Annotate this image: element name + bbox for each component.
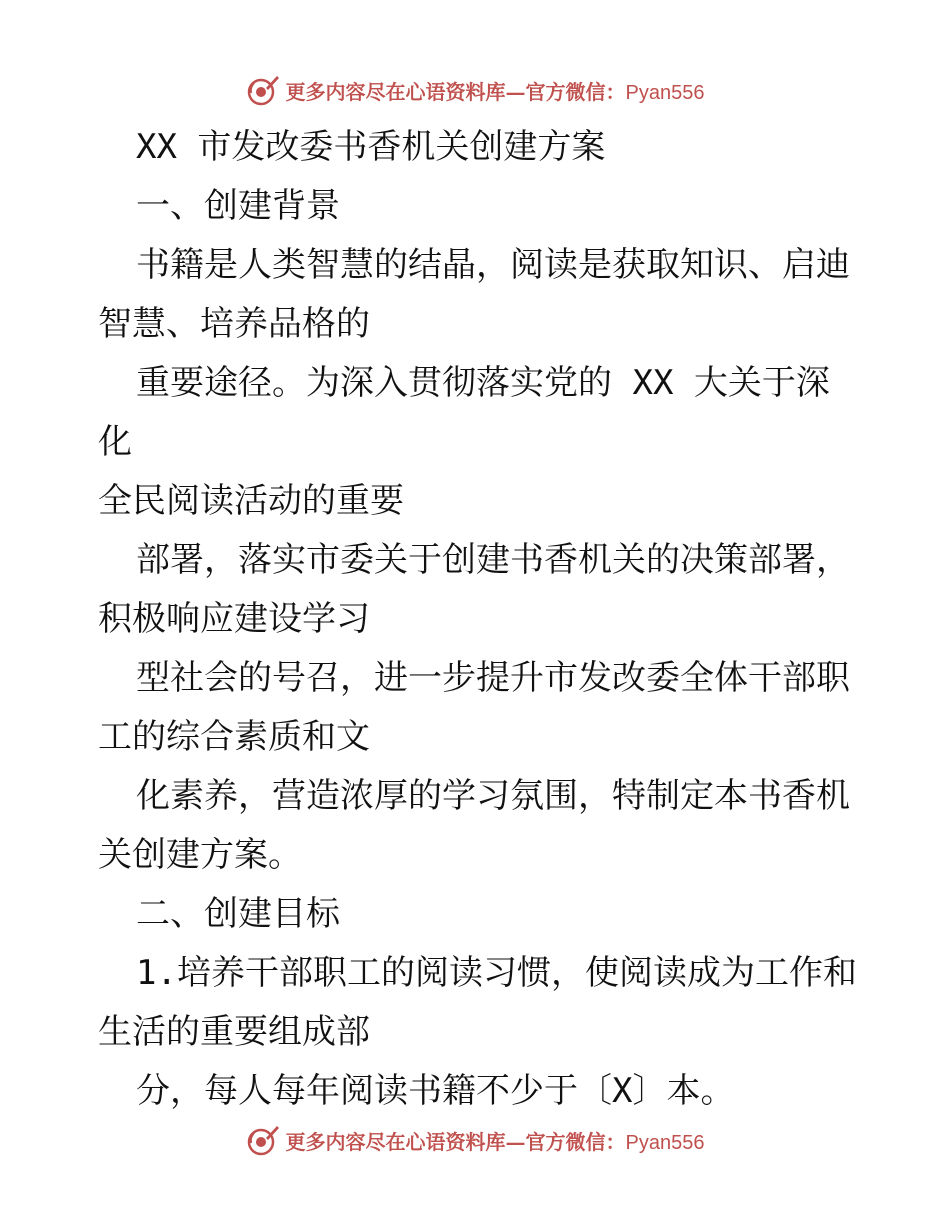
text-line: 积极响应建设学习 <box>98 599 370 639</box>
text-line: 化素养，营造浓厚的学习氛围，特制定本书香机 <box>136 776 850 816</box>
text-line: 书籍是人类智慧的结晶，阅读是获取知识、启迪 <box>136 245 850 285</box>
text-line: XX 市发改委书香机关创建方案 <box>136 127 606 167</box>
watermark-text: 更多内容尽在心语资料库—官方微信：Pyan556 <box>285 79 705 104</box>
watermark-handle: Pyan556 <box>625 1131 705 1154</box>
pen-logo-icon <box>246 1123 280 1157</box>
text-line: 工的综合素质和文 <box>98 717 370 757</box>
pen-logo-icon <box>246 73 280 107</box>
text-line: 部署，落实市委关于创建书香机关的决策部署， <box>136 540 850 580</box>
text-line: 分，每人每年阅读书籍不少于〔X〕本。 <box>136 1071 735 1111</box>
text-line: 1.培养干部职工的阅读习惯，使阅读成为工作和 <box>136 953 857 993</box>
text-line: 关创建方案。 <box>98 835 302 875</box>
text-line: 型社会的号召，进一步提升市发改委全体干部职 <box>136 658 850 698</box>
document-body <box>98 118 858 1121</box>
header-watermark <box>0 70 950 110</box>
watermark-handle: Pyan556 <box>625 81 705 104</box>
text-line: 智慧、培养品格的 <box>98 304 370 344</box>
text-line: 二、创建目标 <box>136 894 340 934</box>
text-line: 一、创建背景 <box>136 186 340 226</box>
footer-watermark <box>0 1120 950 1160</box>
watermark-text: 更多内容尽在心语资料库—官方微信：Pyan556 <box>285 1129 705 1154</box>
text-line: 重要途径。为深入贯彻落实党的 XX 大关于深化 <box>98 363 830 462</box>
text-line: 全民阅读活动的重要 <box>98 481 404 521</box>
text-line: 生活的重要组成部 <box>98 1012 370 1052</box>
